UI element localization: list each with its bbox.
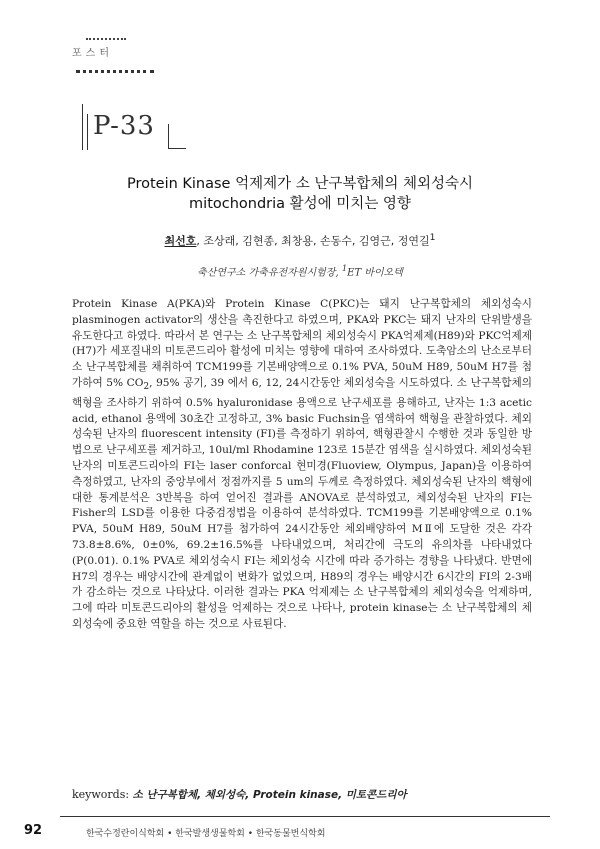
footer-divider [60, 816, 550, 817]
abstract-part-2: , 95% 공기, 39 에서 6, 12, 24시간동안 체외성숙을 시도하였다. 소 난구복합체의 핵형을 조사하기 위하여 0.5% hyaluronidase 용액으로 난구세포를 용해하고, 난자는 1:3 acetic acid, ethanol 용액에 30초간 고정하고, 3% basic Fuchsin을 염색하여 핵형을 관찰하였다. 체외성숙된 난자의 fluorescent intensity (FI)를 측정하기 위하여, 핵형관찰시 수행한 것과 동일한 방법으로 난구세포를 제거하고, 10ul/ml Rhodamine 123로 15분간 염색을 실시하였다. 체외성숙된 난자의 미토콘드리아의 FI는 laser conforcal 현미경(Fluoview, Olympus, Japan)을 이용하여 측정하였고, 난자의 중앙부에서 정점까지를 5 um의 두께로 측정하였다. 체외성숙된 난자의 핵형에 대한 통계분석은 3반복을 하여 얻어진 결과를 ANOVA로 분석하였고, 체외성숙된 난자의 FI는 Fisher의 LSD를 이용한 다중검정법을 이용하여 분석하였다. TCM199를 기본배양액으로 0.1% PVA, 50uM H89, 50uM H7를 첨가하여 24시간동안 체외배양하여 MⅡ에 도달한 것은 각각 73.8±8.6%, 0±0%, 69.2±16.5%를 나타내었으며, 처리간에 극도의 유의차를 나타내었다(P(0.01). 0.1% PVA로 체외성숙시 FI는 체외성숙 시간에 따라 증가하는 경향을 나타냈다. 반면에 H7의 경우는 배양시간에 관계없이 변화가 없었으며, H89의 경우는 배양시간 6시간의 FI의 2-3배가 감소하는 것으로 나타났다. 이러한 결과는 PKA 억제제는 소 난구복합체의 체외성숙을 억제하며, 그에 따라 미토콘드리아의 활성을 억제하는 것으로 나타나, protein kinase는 소 난구복합체의 체외성숙에 중요한 역할을 하는 것으로 사료된다. [72, 376, 532, 631]
page-number: 92 [24, 823, 43, 838]
keywords-terms: 소 난구복합체, 체외성숙, Protein kinase, 미토콘드리아 [132, 789, 407, 801]
title-line-2: mitochondria 활성에 미치는 영향 [189, 196, 411, 212]
affiliation-org2: ET 바이오텍 [347, 267, 403, 279]
other-authors: , 조상래, 김현종, 최창용, 손동수, 김영근, 정연길 [196, 234, 430, 248]
author-list [60, 232, 540, 249]
affiliation-sup: 1 [341, 263, 348, 273]
abstract-part-1: Protein Kinase A(PKA)와 Protein Kinase C(PKC)는 돼지 난구복합체의 체외성숙시 plasminogen activator의 생산을 촉진한다고 하였으며, PKA와 PKC는 돼지 난자의 단위발생을 유도한다고 하였다. 따라서 본 연구는 소 난구복합체의 체외성숙시 PKA억제제(H89)와 PKC억제제(H7)가 세포질내의 미토콘드리아 활성에 미치는 영향에 대하여 조사하였다. 도축암소의 난소로부터 소 난구복합체를 채취하여 TCM199를 기본배양액으로 0.1% PVA, 50uM H89, 50uM H7를 첨가하여 5% CO [72, 298, 532, 389]
first-author: 최선호 [164, 234, 197, 248]
title-line-1: Protein Kinase 억제제가 소 난구복합체의 체외성숙시 [126, 176, 474, 192]
frame-line-right [168, 124, 169, 148]
frame-line-left [82, 104, 83, 150]
co2-subscript: 2 [143, 382, 150, 393]
header-dots-top [86, 38, 126, 40]
keywords-label: keywords: [72, 788, 133, 801]
paper-title [60, 174, 540, 214]
header-dots-bottom [76, 70, 154, 73]
footer-societies: 한국수정란이식학회 • 한국발생생물학회 • 한국동물번식학회 [86, 829, 326, 839]
abstract-text [72, 297, 532, 633]
frame-line-bottom [168, 148, 186, 149]
section-tag: 포스터 [72, 48, 113, 59]
author-affil-sup: 1 [429, 232, 436, 243]
poster-number: P-33 [93, 111, 155, 141]
affiliation [60, 263, 540, 278]
frame-line-left-inner [87, 114, 88, 150]
keywords [72, 787, 532, 802]
affiliation-org1: 축산연구소 가축유전자원시험장, [197, 267, 342, 279]
